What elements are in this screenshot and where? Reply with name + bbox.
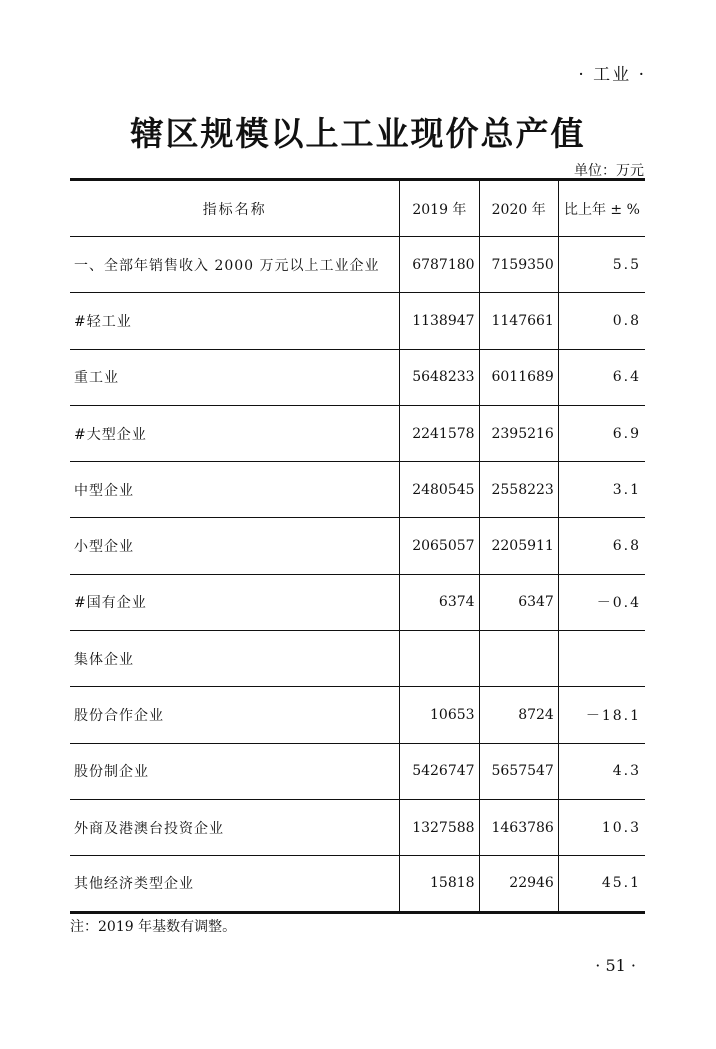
row-name: 重工业 bbox=[70, 349, 400, 405]
row-name: 中型企业 bbox=[70, 462, 400, 518]
header-change-pct: 比上年 ± % bbox=[558, 180, 645, 237]
data-table bbox=[70, 178, 645, 914]
row-2019-value: 6374 bbox=[400, 574, 479, 630]
header-indicator-name: 指标名称 bbox=[70, 180, 400, 237]
row-name: 集体企业 bbox=[70, 631, 400, 687]
row-name: 其他经济类型企业 bbox=[70, 856, 400, 912]
row-change-value bbox=[558, 631, 645, 687]
row-2019-value: 6787180 bbox=[400, 237, 479, 293]
row-name: 小型企业 bbox=[70, 518, 400, 574]
row-change-value: 45.1 bbox=[558, 856, 645, 912]
table-row bbox=[70, 237, 645, 293]
header-2019: 2019 年 bbox=[400, 180, 479, 237]
row-name: 一、全部年销售收入 2000 万元以上工业企业 bbox=[74, 257, 380, 274]
row-2020-value: 7159350 bbox=[479, 237, 558, 293]
row-2019-value: 1327588 bbox=[400, 799, 479, 855]
row-2019-value: 5648233 bbox=[400, 349, 479, 405]
table-row bbox=[70, 631, 645, 687]
row-change-value: －0.4 bbox=[558, 574, 645, 630]
row-name: #大型企业 bbox=[70, 405, 400, 461]
table-row bbox=[70, 687, 645, 743]
row-2020-value: 1147661 bbox=[479, 293, 558, 349]
table-row bbox=[70, 462, 645, 518]
row-change-value: 6.9 bbox=[558, 405, 645, 461]
row-change-value: 4.3 bbox=[558, 743, 645, 799]
unit-label: 单位：万元 bbox=[574, 163, 644, 179]
table-row bbox=[70, 349, 645, 405]
row-2020-value: 6011689 bbox=[479, 349, 558, 405]
table-header-row bbox=[70, 180, 645, 237]
table-row bbox=[70, 293, 645, 349]
row-2019-value: 5426747 bbox=[400, 743, 479, 799]
page-title: 辖区规模以上工业现价总产值 bbox=[130, 114, 586, 153]
row-2020-value: 8724 bbox=[479, 687, 558, 743]
table-row bbox=[70, 856, 645, 912]
row-2020-value: 2395216 bbox=[479, 405, 558, 461]
row-change-value: 5.5 bbox=[558, 237, 645, 293]
row-2019-value: 2241578 bbox=[400, 405, 479, 461]
row-2020-value: 5657547 bbox=[479, 743, 558, 799]
row-change-value: －18.1 bbox=[558, 687, 645, 743]
table-row bbox=[70, 743, 645, 799]
footnote: 注：2019 年基数有调整。 bbox=[70, 919, 237, 935]
row-name: #轻工业 bbox=[70, 293, 400, 349]
row-2019-value: 1138947 bbox=[400, 293, 479, 349]
row-2020-value: 2205911 bbox=[479, 518, 558, 574]
row-2019-value: 10653 bbox=[400, 687, 479, 743]
header-2020: 2020 年 bbox=[479, 180, 558, 237]
table-row bbox=[70, 574, 645, 630]
row-2020-value: 6347 bbox=[479, 574, 558, 630]
row-name: 股份合作企业 bbox=[70, 687, 400, 743]
table-row bbox=[70, 799, 645, 855]
page-number: · 51 · bbox=[595, 956, 636, 975]
row-change-value: 0.8 bbox=[558, 293, 645, 349]
table-row bbox=[70, 518, 645, 574]
row-2020-value: 1463786 bbox=[479, 799, 558, 855]
row-change-value: 6.4 bbox=[558, 349, 645, 405]
row-2019-value: 2480545 bbox=[400, 462, 479, 518]
row-name: 股份制企业 bbox=[70, 743, 400, 799]
row-2019-value bbox=[400, 631, 479, 687]
row-name: #国有企业 bbox=[70, 574, 400, 630]
row-change-value: 6.8 bbox=[558, 518, 645, 574]
section-header: · 工业 · bbox=[578, 65, 646, 85]
row-2019-value: 15818 bbox=[400, 856, 479, 912]
row-2020-value: 2558223 bbox=[479, 462, 558, 518]
row-change-value: 3.1 bbox=[558, 462, 645, 518]
row-2019-value: 2065057 bbox=[400, 518, 479, 574]
table-row bbox=[70, 405, 645, 461]
row-2020-value: 22946 bbox=[479, 856, 558, 912]
row-name: 外商及港澳台投资企业 bbox=[70, 799, 400, 855]
row-2020-value bbox=[479, 631, 558, 687]
row-change-value: 10.3 bbox=[558, 799, 645, 855]
